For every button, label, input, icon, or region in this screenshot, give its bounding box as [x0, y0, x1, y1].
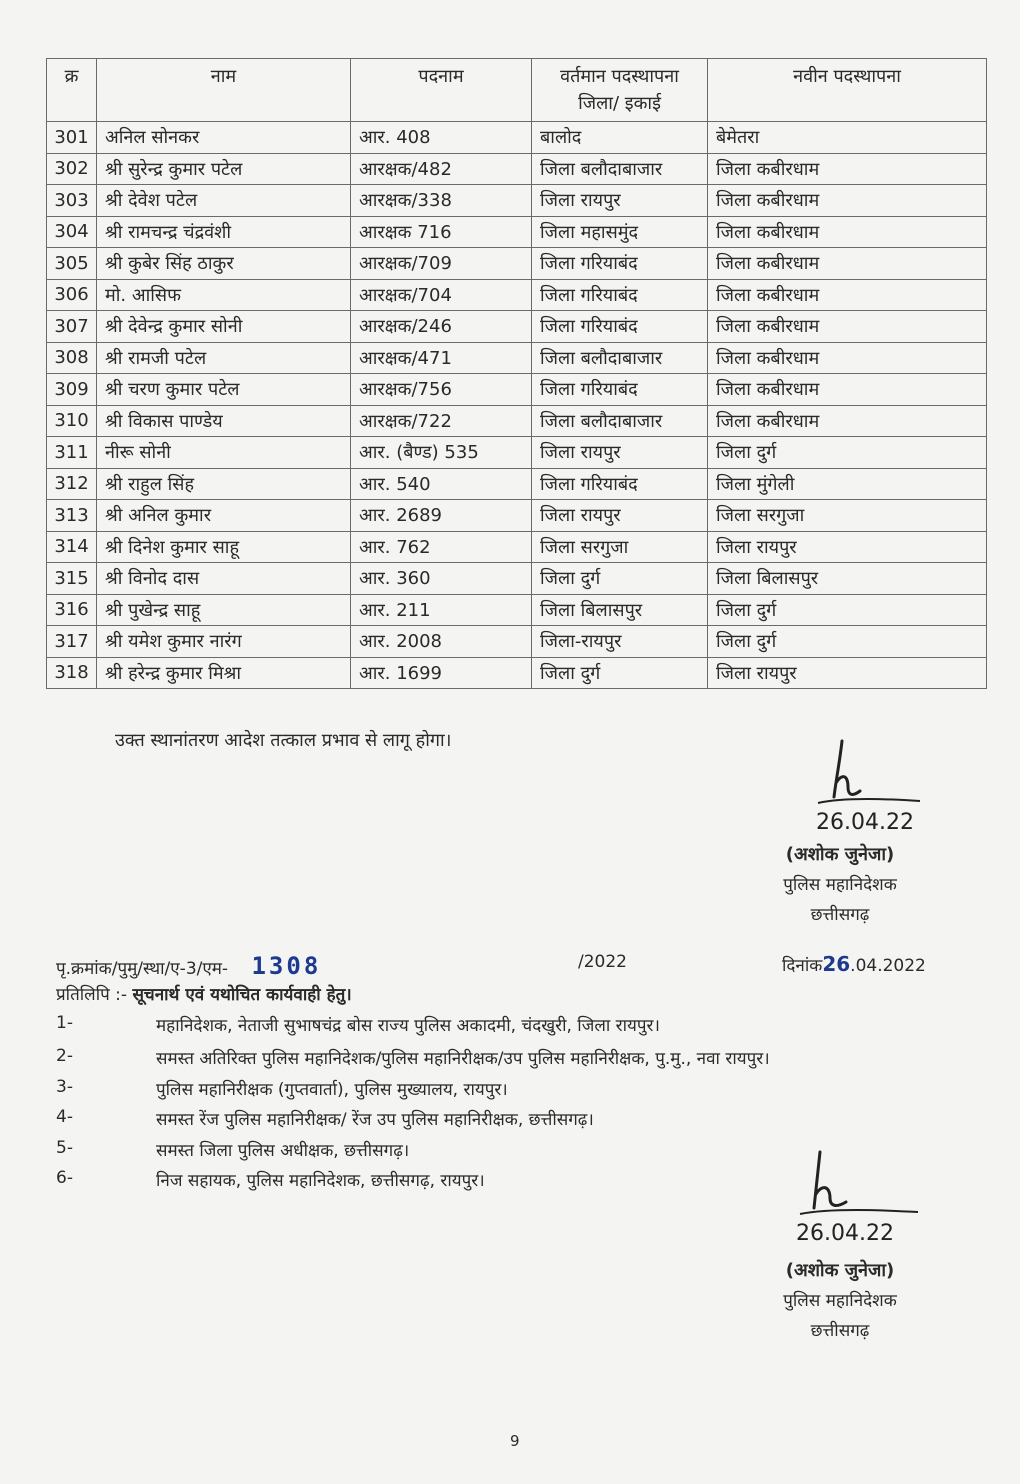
cell-new-posting: जिला कबीरधाम [708, 342, 987, 374]
cell-current-posting: जिला रायपुर [532, 185, 708, 217]
table-row [47, 594, 987, 626]
table-row [47, 626, 987, 658]
table-row [47, 279, 987, 311]
cell-current-posting: जिला बलौदाबाजार [532, 342, 708, 374]
cell-serial: 301 [47, 122, 97, 154]
cell-new-posting: जिला बिलासपुर [708, 563, 987, 595]
signature-1-state: छत्तीसगढ़ [810, 905, 870, 925]
table-row [47, 185, 987, 217]
copy-to-item-number: 5- [56, 1138, 73, 1158]
cell-new-posting: जिला कबीरधाम [708, 311, 987, 343]
cell-designation: आर. 1699 [351, 657, 532, 689]
signature-block-1 [740, 840, 940, 930]
table-row [47, 405, 987, 437]
cell-name: श्री हरेन्द्र कुमार मिश्रा [97, 657, 351, 689]
copy-to-item-text: निज सहायक, पुलिस महानिदेशक, छत्तीसगढ़, रायपुर। [156, 1171, 485, 1191]
reference-year: /2022 [578, 952, 627, 972]
cell-serial: 312 [47, 468, 97, 500]
table-header-row [47, 59, 987, 122]
cell-new-posting: बेमेतरा [708, 122, 987, 154]
signature-1-mark [790, 735, 950, 835]
cell-serial: 314 [47, 531, 97, 563]
cell-designation: आरक्षक/756 [351, 374, 532, 406]
cell-name: श्री देवेश पटेल [97, 185, 351, 217]
copy-to-item-number: 3- [56, 1077, 73, 1097]
cell-serial: 313 [47, 500, 97, 532]
reference-number: 1308 [251, 952, 322, 980]
cell-name: श्री देवेन्द्र कुमार सोनी [97, 311, 351, 343]
cell-name: नीरू सोनी [97, 437, 351, 469]
cell-new-posting: जिला कबीरधाम [708, 216, 987, 248]
cell-serial: 307 [47, 311, 97, 343]
cell-serial: 311 [47, 437, 97, 469]
cell-designation: आर. 211 [351, 594, 532, 626]
table-row [47, 531, 987, 563]
cell-new-posting: जिला कबीरधाम [708, 185, 987, 217]
cell-name: श्री यमेश कुमार नारंग [97, 626, 351, 658]
table-row [47, 468, 987, 500]
signature-1-designation: पुलिस महानिदेशक [783, 875, 897, 895]
reference-date [782, 952, 926, 976]
cell-serial: 302 [47, 153, 97, 185]
reference-date-rest: .04.2022 [850, 956, 926, 976]
copy-to-purpose: सूचनार्थ एवं यथोचित कार्यवाही हेतु। [132, 985, 352, 1005]
cell-serial: 315 [47, 563, 97, 595]
cell-new-posting: जिला कबीरधाम [708, 248, 987, 280]
cell-serial: 305 [47, 248, 97, 280]
cell-new-posting: जिला मुंगेली [708, 468, 987, 500]
table-row [47, 122, 987, 154]
cell-current-posting: जिला रायपुर [532, 500, 708, 532]
cell-designation: आर. 540 [351, 468, 532, 500]
cell-new-posting: जिला रायपुर [708, 531, 987, 563]
table-row [47, 342, 987, 374]
cell-current-posting: जिला बलौदाबाजार [532, 153, 708, 185]
table-row [47, 563, 987, 595]
cell-name: श्री चरण कुमार पटेल [97, 374, 351, 406]
cell-new-posting: जिला दुर्ग [708, 626, 987, 658]
copy-to-item-number: 2- [56, 1046, 73, 1066]
cell-current-posting: जिला गरियाबंद [532, 311, 708, 343]
copy-to-item-text: समस्त रेंज पुलिस महानिरीक्षक/ रेंज उप पुलिस महानिरीक्षक, छत्तीसगढ़। [156, 1110, 594, 1130]
cell-new-posting: जिला दुर्ग [708, 437, 987, 469]
table-row [47, 437, 987, 469]
reference-date-day: 26 [822, 952, 851, 976]
cell-designation: आरक्षक/338 [351, 185, 532, 217]
cell-current-posting: जिला-रायपुर [532, 626, 708, 658]
header-designation: पदनाम [351, 59, 532, 122]
cell-current-posting: जिला दुर्ग [532, 563, 708, 595]
copy-to-item-number: 4- [56, 1107, 73, 1127]
signature-2-date: 26.04.22 [796, 1221, 894, 1246]
cell-serial: 306 [47, 279, 97, 311]
cell-name: अनिल सोनकर [97, 122, 351, 154]
cell-serial: 308 [47, 342, 97, 374]
cell-serial: 303 [47, 185, 97, 217]
table-row [47, 374, 987, 406]
table-row [47, 500, 987, 532]
cell-serial: 316 [47, 594, 97, 626]
copy-to-item-text: पुलिस महानिरीक्षक (गुप्तवार्ता), पुलिस मुख्यालय, रायपुर। [156, 1080, 508, 1100]
cell-name: श्री कुबेर सिंह ठाकुर [97, 248, 351, 280]
cell-serial: 304 [47, 216, 97, 248]
header-current-posting [532, 59, 708, 122]
copy-to-item-text: समस्त जिला पुलिस अधीक्षक, छत्तीसगढ़। [156, 1141, 410, 1161]
cell-designation: आर. 408 [351, 122, 532, 154]
copy-to-item-number: 1- [56, 1013, 73, 1033]
cell-current-posting: जिला दुर्ग [532, 657, 708, 689]
cell-new-posting: जिला कबीरधाम [708, 405, 987, 437]
table-row [47, 248, 987, 280]
cell-new-posting: जिला कबीरधाम [708, 374, 987, 406]
cell-current-posting: जिला गरियाबंद [532, 248, 708, 280]
copy-to-item-number: 6- [56, 1168, 73, 1188]
table-row [47, 216, 987, 248]
cell-name: श्री विनोद दास [97, 563, 351, 595]
cell-designation: आर. 360 [351, 563, 532, 595]
copy-to-heading [56, 982, 352, 1005]
cell-current-posting: बालोद [532, 122, 708, 154]
signature-2-state: छत्तीसगढ़ [810, 1321, 870, 1341]
cell-designation: आरक्षक/482 [351, 153, 532, 185]
cell-current-posting: जिला बिलासपुर [532, 594, 708, 626]
cell-designation: आरक्षक/246 [351, 311, 532, 343]
signature-block-2 [740, 1256, 940, 1346]
cell-designation: आरक्षक/722 [351, 405, 532, 437]
transfer-table [46, 58, 987, 689]
cell-name: श्री विकास पाण्डेय [97, 405, 351, 437]
reference-number-line [56, 952, 321, 980]
closing-statement: उक्त स्थानांतरण आदेश तत्काल प्रभाव से लागू होगा। [115, 730, 452, 751]
table-row [47, 311, 987, 343]
cell-name: श्री दिनेश कुमार साहू [97, 531, 351, 563]
cell-name: श्री रामजी पटेल [97, 342, 351, 374]
signature-2-mark [790, 1150, 950, 1250]
copy-to-label: प्रतिलिपि :- [56, 985, 128, 1005]
copy-to-item-text: समस्त अतिरिक्त पुलिस महानिदेशक/पुलिस महानिरीक्षक/उप पुलिस महानिरीक्षक, पु.मु., नवा रायपुर। [156, 1049, 770, 1069]
cell-designation: आरक्षक 716 [351, 216, 532, 248]
signature-2-officer: (अशोक जुनेजा) [785, 1260, 895, 1281]
table-row [47, 153, 987, 185]
reference-date-label: दिनांक [782, 956, 823, 976]
cell-current-posting: जिला गरियाबंद [532, 279, 708, 311]
cell-designation: आर. 2689 [351, 500, 532, 532]
header-new-posting: नवीन पदस्थापना [708, 59, 987, 122]
cell-serial: 318 [47, 657, 97, 689]
cell-current-posting: जिला महासमुंद [532, 216, 708, 248]
table-row [47, 657, 987, 689]
reference-prefix: पृ.क्रमांक/पुमु/स्था/ए-3/एम- [56, 959, 229, 979]
cell-name: श्री पुखेन्द्र साहू [97, 594, 351, 626]
cell-designation: आर. 762 [351, 531, 532, 563]
cell-name: श्री रामचन्द्र चंद्रवंशी [97, 216, 351, 248]
cell-serial: 309 [47, 374, 97, 406]
header-current-posting-sub: जिला/ इकाई [578, 93, 661, 114]
cell-name: श्री राहुल सिंह [97, 468, 351, 500]
cell-designation: आर. (बैण्ड) 535 [351, 437, 532, 469]
header-serial: क्र [47, 59, 97, 122]
cell-current-posting: जिला बलौदाबाजार [532, 405, 708, 437]
cell-new-posting: जिला रायपुर [708, 657, 987, 689]
cell-designation: आरक्षक/704 [351, 279, 532, 311]
cell-new-posting: जिला दुर्ग [708, 594, 987, 626]
cell-designation: आरक्षक/471 [351, 342, 532, 374]
signature-1-date: 26.04.22 [816, 810, 914, 835]
cell-name: मो. आसिफ [97, 279, 351, 311]
copy-to-item-text: महानिदेशक, नेताजी सुभाषचंद्र बोस राज्य पुलिस अकादमी, चंदखुरी, जिला रायपुर। [156, 1016, 660, 1036]
cell-serial: 310 [47, 405, 97, 437]
cell-current-posting: जिला सरगुजा [532, 531, 708, 563]
header-name: नाम [97, 59, 351, 122]
cell-name: श्री अनिल कुमार [97, 500, 351, 532]
cell-designation: आर. 2008 [351, 626, 532, 658]
cell-new-posting: जिला कबीरधाम [708, 153, 987, 185]
header-current-posting-title: वर्तमान पदस्थापना [560, 66, 679, 87]
cell-current-posting: जिला गरियाबंद [532, 374, 708, 406]
cell-serial: 317 [47, 626, 97, 658]
cell-new-posting: जिला सरगुजा [708, 500, 987, 532]
cell-name: श्री सुरेन्द्र कुमार पटेल [97, 153, 351, 185]
cell-designation: आरक्षक/709 [351, 248, 532, 280]
signature-1-officer: (अशोक जुनेजा) [785, 844, 895, 865]
cell-current-posting: जिला गरियाबंद [532, 468, 708, 500]
signature-2-designation: पुलिस महानिदेशक [783, 1291, 897, 1311]
cell-new-posting: जिला कबीरधाम [708, 279, 987, 311]
page-number: 9 [510, 1432, 520, 1450]
cell-current-posting: जिला रायपुर [532, 437, 708, 469]
